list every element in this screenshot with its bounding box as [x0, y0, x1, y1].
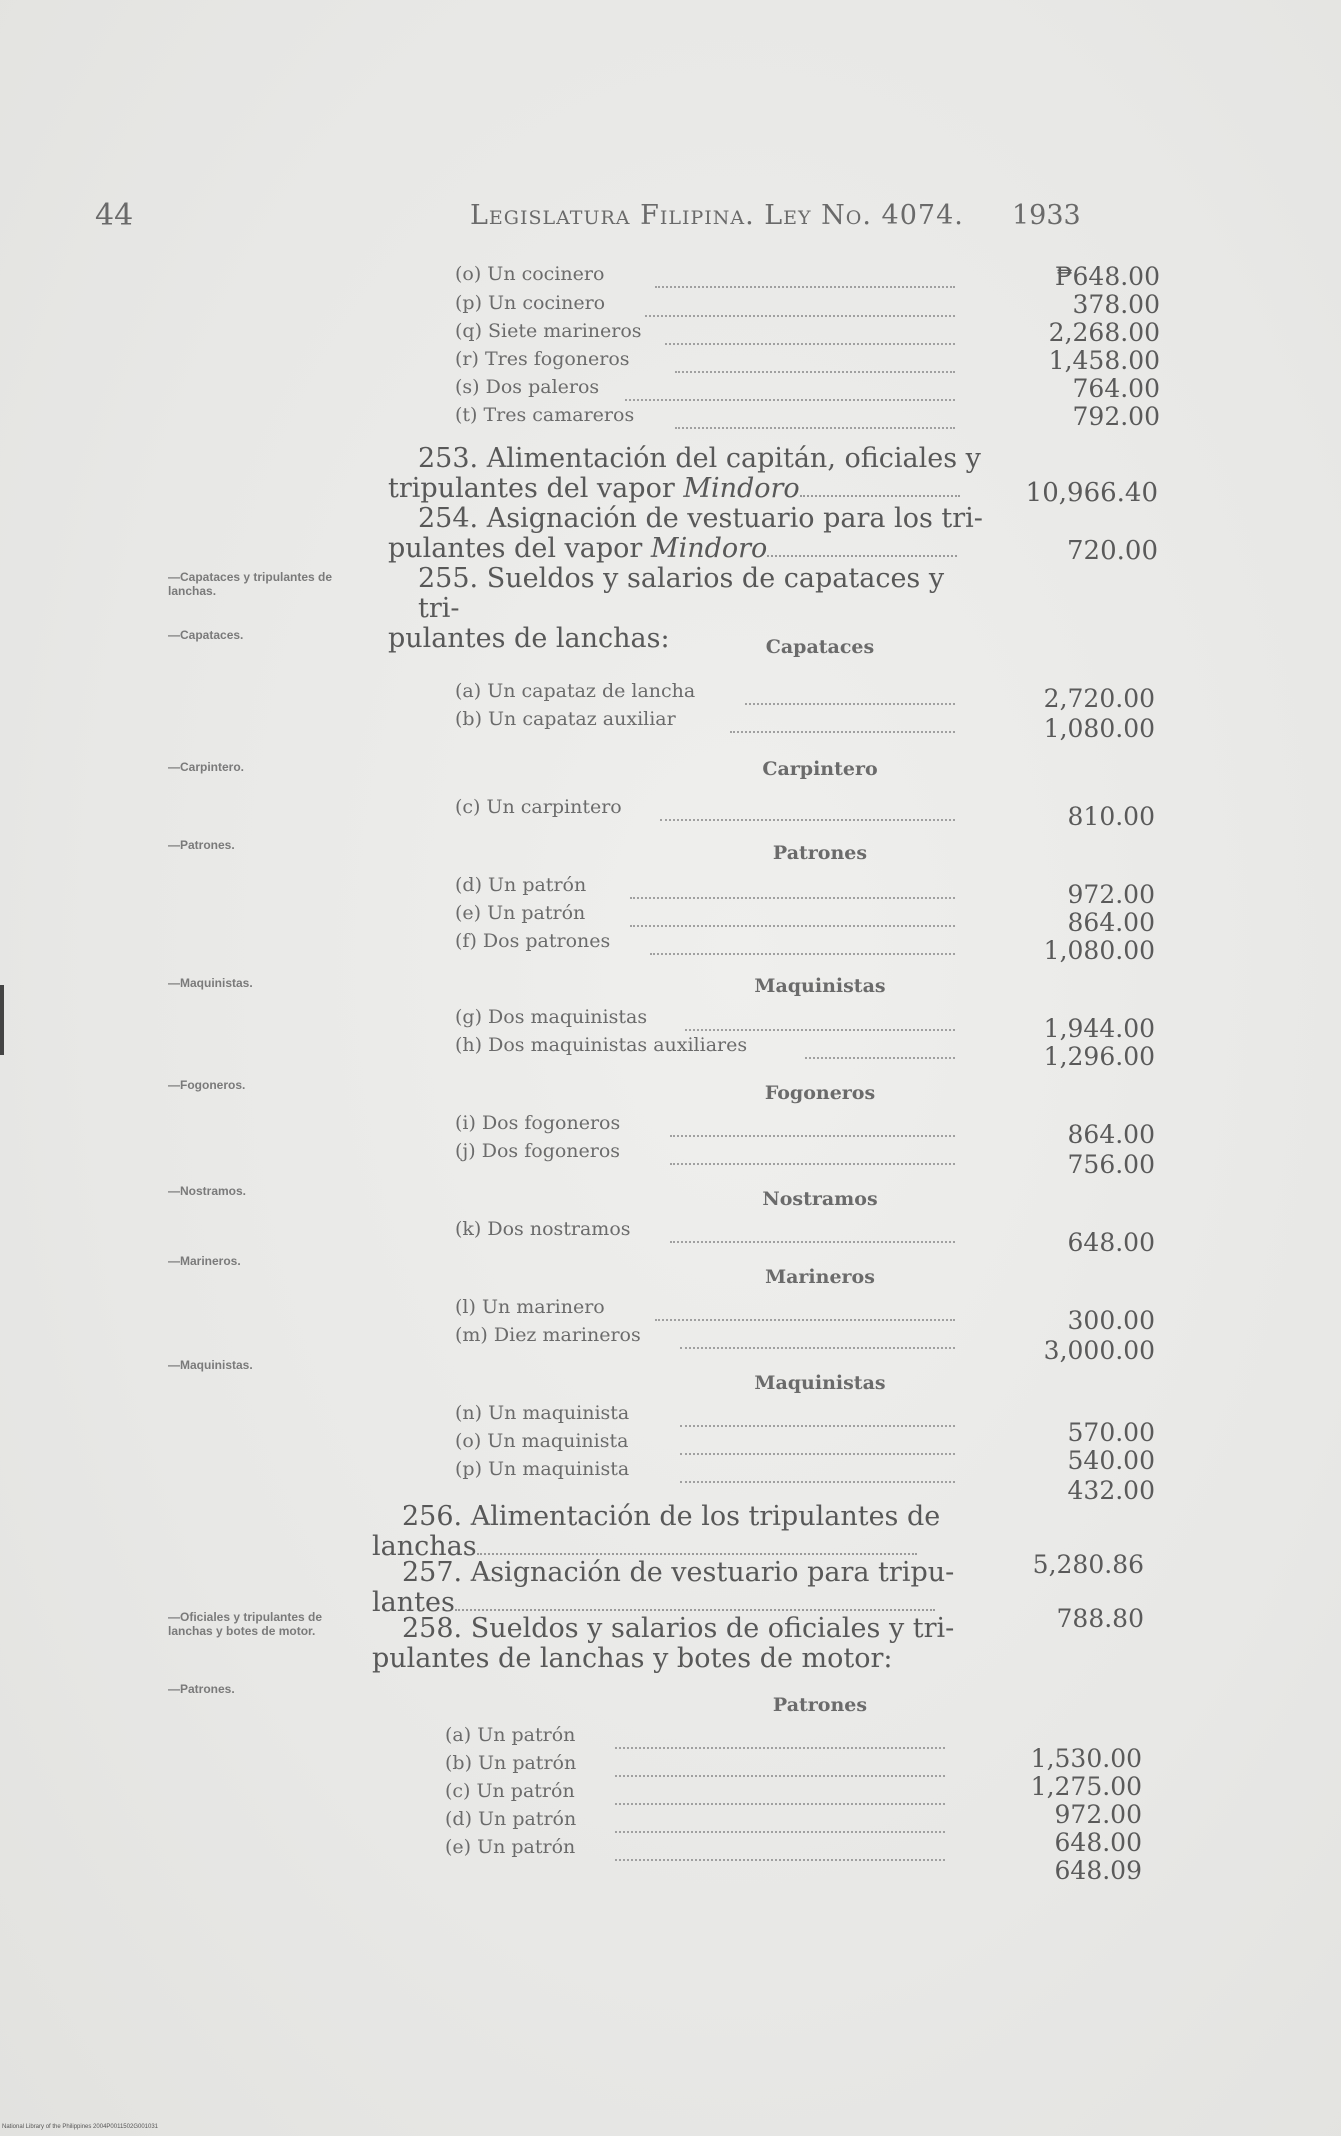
margin-note: —Fogoneros. [168, 1078, 246, 1092]
list-item: (h) Dos maquinistas auxiliares [455, 1034, 955, 1062]
list-item: (p) Un maquinista [455, 1458, 955, 1486]
list-item: (s) Dos paleros [455, 376, 955, 404]
amount: 972.00 [1054, 1800, 1142, 1829]
amount: 864.00 [1067, 908, 1155, 937]
list-item: (c) Un carpintero [455, 796, 955, 824]
amount: 5,280.86 [1032, 1550, 1144, 1579]
section-heading: Nostramos [762, 1188, 878, 1210]
list-item: (p) Un cocinero [455, 292, 955, 320]
section-heading: Patrones [772, 1694, 868, 1716]
section-heading: Carpintero [762, 758, 878, 780]
section-heading: Capataces [765, 636, 875, 658]
list-item: (m) Diez marineros [455, 1324, 955, 1352]
amount: 2,268.00 [1048, 318, 1160, 347]
amount: 1,275.00 [1030, 1772, 1142, 1801]
list-item: (k) Dos nostramos [455, 1218, 955, 1246]
running-title: Legislatura Filipina. Ley No. 4074. [470, 200, 964, 231]
amount: 810.00 [1067, 802, 1155, 831]
list-item: (e) Un patrón [455, 902, 955, 930]
list-item: (o) Un maquinista [455, 1430, 955, 1458]
header-year: 1933 [1012, 200, 1081, 231]
margin-note: —Marineros. [168, 1254, 241, 1268]
amount: 1,458.00 [1048, 346, 1160, 375]
paragraph-254: 254. Asignación de vestuario para los tri- pulantes del vapor Mindoro [388, 503, 983, 564]
amount: 792.00 [1072, 402, 1160, 431]
section-heading: Patrones [772, 842, 868, 864]
amount: 788.80 [1056, 1604, 1144, 1633]
list-item: (d) Un patrón [445, 1808, 945, 1836]
margin-note: —Carpintero. [168, 760, 245, 774]
list-item: (n) Un maquinista [455, 1402, 955, 1430]
amount: ₱648.00 [1054, 262, 1160, 291]
paragraph-256: 256. Alimentación de los tripulantes de lanchas [372, 1501, 941, 1562]
list-item: (r) Tres fogoneros [455, 348, 955, 376]
amount: 972.00 [1067, 880, 1155, 909]
list-item: (a) Un patrón [445, 1724, 945, 1752]
amount: 300.00 [1067, 1306, 1155, 1335]
margin-note: —Patrones. [168, 1682, 235, 1696]
list-item: (a) Un capataz de lancha [455, 680, 955, 708]
paragraph-255: 255. Sueldos y salarios de capataces y tri- pulantes de lanchas: [388, 563, 945, 654]
amount: 648.09 [1054, 1856, 1142, 1885]
amount: 1,944.00 [1043, 1014, 1155, 1043]
margin-note: —Capataces. [168, 628, 244, 642]
page-header [95, 198, 1095, 238]
paragraph-258: 258. Sueldos y salarios de oficiales y tri- pulantes de lanchas y botes de motor: [372, 1613, 955, 1674]
amount: 1,080.00 [1043, 714, 1155, 743]
paragraph-257: 257. Asignación de vestuario para tripu- lantes [372, 1557, 955, 1618]
margin-note: —Maquinistas. [168, 1358, 253, 1372]
margin-note: —Patrones. [168, 838, 235, 852]
list-item: (o) Un cocinero [455, 263, 955, 291]
amount: 2,720.00 [1043, 684, 1155, 713]
scan-footer: National Library of the Philippines 2004P0011502G001031 [2, 2124, 159, 2130]
amount: 1,296.00 [1043, 1042, 1155, 1071]
amount: 1,080.00 [1043, 936, 1155, 965]
amount: 3,000.00 [1043, 1336, 1155, 1365]
page-number: 44 [95, 198, 134, 233]
list-item: (i) Dos fogoneros [455, 1112, 955, 1140]
amount: 10,966.40 [1025, 478, 1158, 508]
list-item: (c) Un patrón [445, 1780, 945, 1808]
list-item: (t) Tres camareros [455, 404, 955, 432]
margin-note: —Capataces y tripulantes de lanchas. [168, 570, 333, 598]
amount: 432.00 [1067, 1476, 1155, 1505]
section-heading: Maquinistas [754, 1372, 886, 1394]
binding-shadow [0, 985, 4, 1055]
amount: 648.00 [1054, 1828, 1142, 1857]
list-item: (b) Un capataz auxiliar [455, 708, 955, 736]
amount: 570.00 [1067, 1418, 1155, 1447]
margin-note: —Maquinistas. [168, 976, 253, 990]
amount: 720.00 [1067, 536, 1158, 566]
amount: 540.00 [1067, 1446, 1155, 1475]
amount: 378.00 [1072, 290, 1160, 319]
list-item: (f) Dos patrones [455, 930, 955, 958]
section-heading: Maquinistas [754, 975, 886, 997]
margin-note: —Oficiales y tripulantes de lanchas y botes de motor. [168, 1610, 323, 1638]
list-item: (b) Un patrón [445, 1752, 945, 1780]
margin-note: —Nostramos. [168, 1184, 247, 1198]
amount: 864.00 [1067, 1120, 1155, 1149]
section-heading: Marineros [765, 1266, 875, 1288]
amount: 648.00 [1067, 1228, 1155, 1257]
section-heading: Fogoneros [764, 1082, 876, 1104]
amount: 756.00 [1067, 1150, 1155, 1179]
list-item: (e) Un patrón [445, 1836, 945, 1864]
list-item: (j) Dos fogoneros [455, 1140, 955, 1168]
paragraph-253: 253. Alimentación del capitán, oficiales y tripulantes del vapor Mindoro [388, 443, 981, 504]
list-item: (d) Un patrón [455, 874, 955, 902]
list-item: (q) Siete marineros [455, 320, 955, 348]
list-item: (l) Un marinero [455, 1296, 955, 1324]
amount: 1,530.00 [1030, 1744, 1142, 1773]
list-item: (g) Dos maquinistas [455, 1006, 955, 1034]
amount: 764.00 [1072, 374, 1160, 403]
